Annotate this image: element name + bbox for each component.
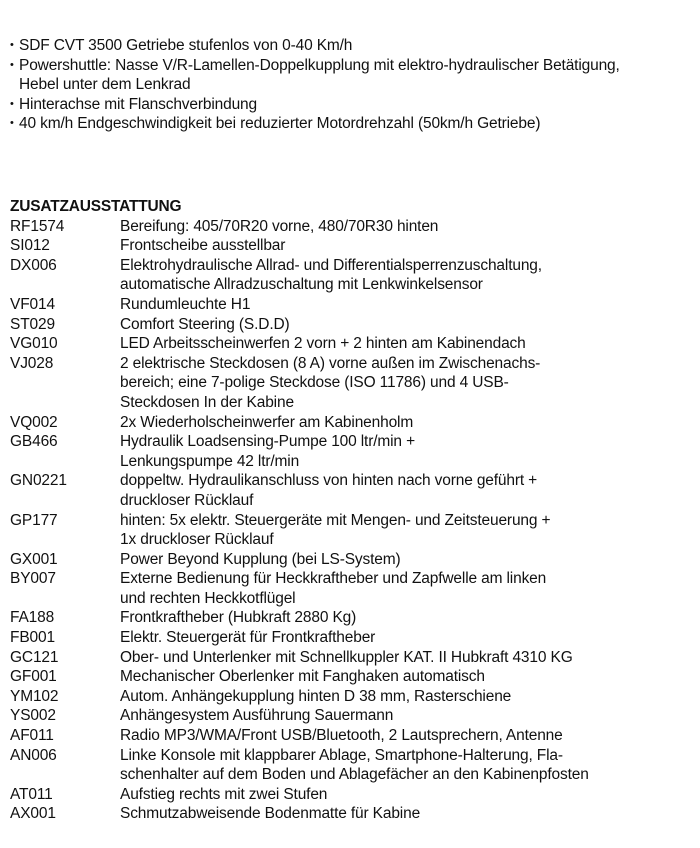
standard-features-list (10, 36, 700, 134)
option-code: VF014 (10, 295, 55, 313)
table-row (10, 354, 680, 413)
option-description-line: Anhängesystem Ausführung Sauermann (120, 707, 394, 725)
option-code: GC121 (10, 648, 59, 666)
option-description (120, 628, 680, 648)
option-code: GX001 (10, 550, 58, 568)
option-code: YS002 (10, 707, 56, 725)
option-description-line: automatische Allradzuschaltung mit Lenkwinkelsensor (120, 276, 483, 294)
table-row (10, 295, 680, 315)
option-description (120, 413, 680, 433)
option-code: AF011 (10, 727, 54, 745)
option-code: GP177 (10, 511, 58, 529)
option-code: SI012 (10, 237, 50, 255)
option-code: GN0221 (10, 472, 67, 490)
table-row (10, 511, 680, 550)
option-description (120, 687, 680, 707)
table-row (10, 550, 680, 570)
section-title: ZUSATZAUSSTATTUNG (10, 198, 182, 215)
option-code: AX001 (10, 805, 56, 823)
option-description-line: Aufstieg rechts mit zwei Stufen (120, 785, 328, 803)
option-description-line: Ober- und Unterlenker mit Schnellkuppler KAT. II Hubkraft 4310 KG (120, 648, 573, 666)
option-description (120, 236, 680, 256)
option-description (120, 569, 680, 608)
option-code: FA188 (10, 609, 55, 627)
option-code: AT011 (10, 785, 53, 803)
option-description (120, 648, 680, 668)
table-row (10, 667, 680, 687)
feature-item (10, 114, 700, 134)
table-row (10, 628, 680, 648)
option-description (120, 217, 680, 237)
table-row (10, 432, 680, 471)
table-row (10, 746, 680, 785)
option-description-line: Elektrohydraulische Allrad- und Differentialsperrenzuschaltung, (120, 256, 542, 274)
option-code: VJ028 (10, 354, 54, 372)
option-description (120, 785, 680, 805)
option-code: VQ002 (10, 413, 58, 431)
option-code: YM102 (10, 687, 59, 705)
bullet-icon: • (10, 58, 14, 71)
table-row (10, 648, 680, 668)
table-row (10, 471, 680, 510)
option-description-line: hinten: 5x elektr. Steuergeräte mit Mengen- und Zeitsteuerung + (120, 511, 551, 529)
option-description-line: bereich; eine 7-polige Steckdose (ISO 11786) und 4 USB- (120, 374, 509, 392)
option-description-line: doppeltw. Hydraulikanschluss von hinten nach vorne geführt + (120, 472, 538, 490)
option-description (120, 706, 680, 726)
option-description-line: Frontscheibe ausstellbar (120, 237, 286, 255)
option-code: GB466 (10, 433, 58, 451)
option-description-line: Radio MP3/WMA/Front USB/Bluetooth, 2 Lautsprechern, Antenne (120, 727, 563, 745)
option-code: BY007 (10, 570, 56, 588)
option-description (120, 354, 680, 413)
option-code: FB001 (10, 629, 55, 647)
option-description (120, 550, 680, 570)
option-description (120, 746, 680, 785)
option-description (120, 667, 680, 687)
table-row (10, 315, 680, 335)
option-description-line: LED Arbeitsscheinwerfen 2 vorn + 2 hinten am Kabinendach (120, 335, 526, 353)
table-row (10, 334, 680, 354)
option-code: GF001 (10, 668, 57, 686)
option-description-line: und rechten Heckkotflügel (120, 589, 296, 607)
option-code: VG010 (10, 335, 58, 353)
option-description-line: Power Beyond Kupplung (bei LS-System) (120, 550, 401, 568)
option-description (120, 295, 680, 315)
option-description-line: Rundumleuchte H1 (120, 295, 251, 313)
option-description-line: Comfort Steering (S.D.D) (120, 315, 290, 333)
option-description-line: Frontkraftheber (Hubkraft 2880 Kg) (120, 609, 357, 627)
bullet-icon: • (10, 97, 14, 110)
table-row (10, 726, 680, 746)
option-description-line: schenhalter auf dem Boden und Ablagefächer an den Kabinenpfosten (120, 766, 589, 784)
optional-equipment-rows (10, 217, 680, 824)
bullet-icon: • (10, 39, 14, 51)
feature-text-continuation: Hebel unter dem Lenkrad (19, 76, 191, 94)
feature-item (10, 95, 700, 115)
table-row (10, 569, 680, 608)
option-code: AN006 (10, 746, 57, 764)
table-row (10, 256, 680, 295)
feature-text: 40 km/h Endgeschwindigkeit bei reduzierter Motordrehzahl (50km/h Getriebe) (19, 115, 541, 133)
feature-text: Hinterachse mit Flanschverbindung (19, 95, 258, 113)
feature-text: SDF CVT 3500 Getriebe stufenlos von 0-40 Km/h (19, 37, 353, 54)
option-description-line: 2x Wiederholscheinwerfer am Kabinenholm (120, 413, 414, 431)
option-description (120, 471, 680, 510)
option-code: DX006 (10, 256, 57, 274)
option-description-line: druckloser Rücklauf (120, 491, 254, 509)
option-description-line: 2 elektrische Steckdosen (8 A) vorne außen im Zwischenachs- (120, 354, 541, 372)
option-description (120, 804, 680, 824)
option-description (120, 334, 680, 354)
option-description-line: Steckdosen In der Kabine (120, 393, 294, 411)
option-description (120, 432, 680, 471)
option-description (120, 315, 680, 335)
option-description (120, 608, 680, 628)
option-description-line: Linke Konsole mit klappbarer Ablage, Smartphone-Halterung, Fla- (120, 746, 563, 764)
feature-text: Powershuttle: Nasse V/R-Lamellen-Doppelkupplung mit elektro-hydraulischer Betätigung, (19, 56, 620, 74)
table-row (10, 706, 680, 726)
table-row (10, 687, 680, 707)
option-description-line: Autom. Anhängekupplung hinten D 38 mm, Rasterschiene (120, 687, 512, 705)
table-row (10, 217, 680, 237)
option-description-line: Externe Bedienung für Heckkraftheber und Zapfwelle am linken (120, 570, 547, 588)
table-row (10, 413, 680, 433)
bullet-icon: • (10, 117, 14, 130)
option-description-line: 1x druckloser Rücklauf (120, 531, 274, 549)
option-description (120, 256, 680, 295)
table-row (10, 804, 680, 824)
feature-item (10, 56, 700, 95)
table-row (10, 785, 680, 805)
optional-equipment-section (10, 197, 700, 824)
option-description-line: Schmutzabweisende Bodenmatte für Kabine (120, 805, 421, 823)
feature-item (10, 36, 700, 56)
option-description-line: Hydraulik Loadsensing-Pumpe 100 ltr/min + (120, 433, 415, 451)
option-description-line: Mechanischer Oberlenker mit Fanghaken automatisch (120, 668, 485, 686)
option-description-line: Bereifung: 405/70R20 vorne, 480/70R30 hinten (120, 217, 439, 235)
option-description-line: Lenkungspumpe 42 ltr/min (120, 452, 300, 470)
option-code: RF1574 (10, 217, 65, 235)
option-description-line: Elektr. Steuergerät für Frontkraftheber (120, 629, 376, 647)
option-code: ST029 (10, 315, 55, 333)
option-description (120, 511, 680, 550)
optional-equipment-table (10, 217, 680, 824)
table-row (10, 608, 680, 628)
table-row (10, 236, 680, 256)
option-description (120, 726, 680, 746)
